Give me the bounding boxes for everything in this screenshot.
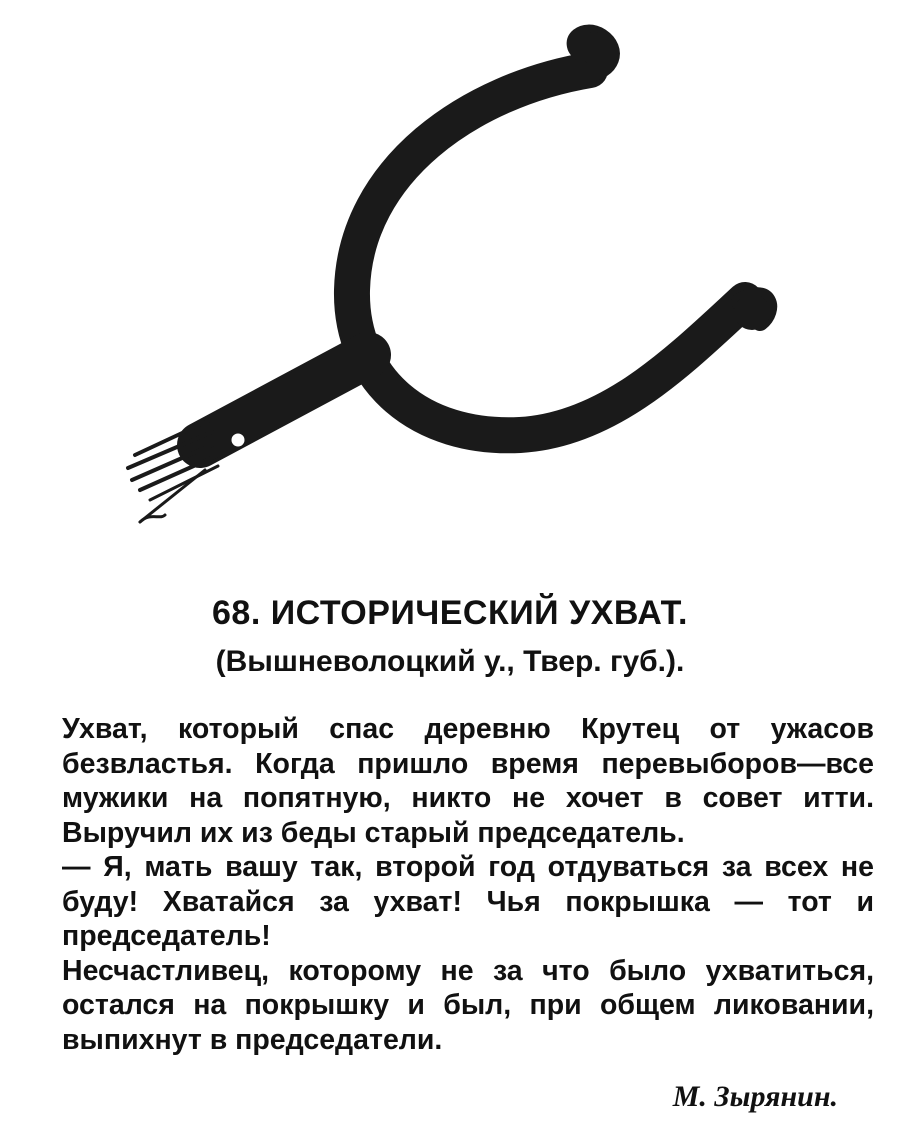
paragraph: — Я, мать вашу так, второй год отдуваться за всех не буду! Хватайся за ухват! Чья покрышка — тот и председатель! [62,851,874,952]
article-title: ИСТОРИЧЕСКИЙ УХВАТ. [270,594,688,632]
oven-fork-icon [128,32,770,522]
article-subtitle: (Вышневолоцкий у., Твер. губ.). [215,645,685,678]
article-body [62,712,874,1057]
article-title-line [0,590,900,636]
paragraph: Ухват, который спас деревню Крутец от ужасов безвластья. Когда пришло время перевыборов—все мужики на попятную, никто не хочет в совет итти. Выручил их из беды старый председатель. [62,713,874,849]
oven-fork-illustration [0,0,900,560]
author-signature: М. Зырянин. [672,1080,838,1113]
article-heading [0,590,900,682]
paragraph: Несчастливец, которому не за что было ухватиться, остался на покрышку и был, при общем ликовании, выпихнут в председатели. [62,954,874,1056]
article-number: 68. [212,594,261,632]
